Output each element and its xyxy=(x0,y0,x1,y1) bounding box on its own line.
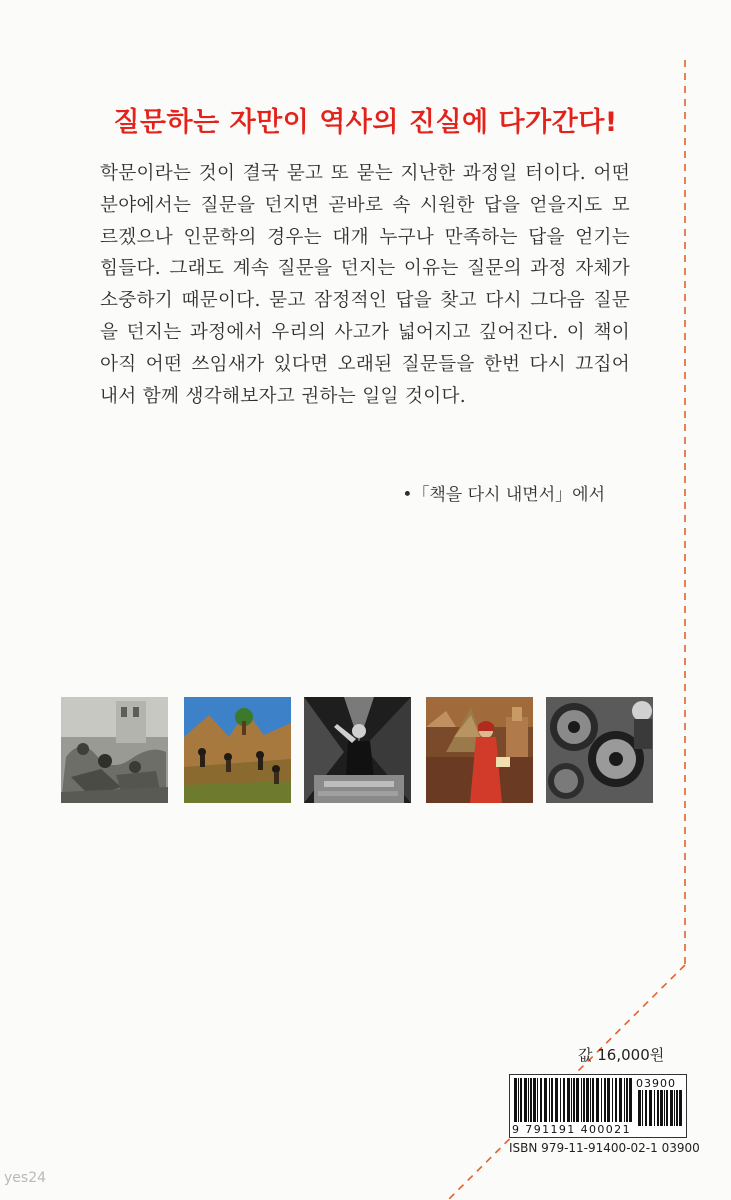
barcode-bar xyxy=(590,1078,591,1122)
barcode-bar xyxy=(674,1090,675,1126)
headline: 질문하는 자만이 역사의 진실에 다가간다! xyxy=(113,107,618,138)
barcode-bar xyxy=(670,1090,673,1126)
barcode-bar xyxy=(573,1078,575,1122)
barcode-bar xyxy=(645,1090,647,1126)
body-text xyxy=(100,158,630,412)
body-line: 을 던지는 과정에서 우리의 사고가 넓어지고 깊어진다. 이 책이 xyxy=(100,321,630,343)
body-line: 분야에서는 질문을 던지면 곧바로 속 시원한 답을 얻을지도 모 xyxy=(100,194,630,216)
barcode-bar xyxy=(654,1090,655,1126)
barcode-bar xyxy=(615,1078,617,1122)
barcode-main xyxy=(514,1078,632,1122)
barcode-bar xyxy=(619,1078,622,1122)
barcode-bar xyxy=(649,1090,652,1126)
barcode-bar xyxy=(520,1078,522,1122)
barcode-bar xyxy=(604,1078,606,1122)
attribution: •「책을 다시 내면서」에서 xyxy=(402,485,605,505)
barcode-bar xyxy=(560,1078,561,1122)
barcode-bar xyxy=(544,1078,547,1122)
barcode-bar xyxy=(601,1078,602,1122)
watermark: yes24 xyxy=(4,1170,47,1186)
barcode-addon xyxy=(638,1090,684,1126)
barcode-bar xyxy=(524,1078,527,1122)
barcode-bar xyxy=(567,1078,570,1122)
body-line: 내서 함께 생각해보자고 권하는 일일 것이다. xyxy=(100,385,466,407)
barcode-bar xyxy=(660,1090,663,1126)
barcode-bar xyxy=(679,1090,682,1126)
barcode-bar xyxy=(533,1078,536,1122)
barcode-bar xyxy=(666,1090,668,1126)
orator-photo-thumbnail xyxy=(304,697,411,803)
body-line: 힘들다. 그래도 계속 질문을 던지는 이유는 질문의 과정 자체가 xyxy=(100,258,630,280)
body-line: 학문이라는 것이 결국 묻고 또 묻는 지난한 과정일 터이다. 어떤 xyxy=(100,163,630,184)
barcode-bar xyxy=(514,1078,517,1122)
engraving-thumbnail xyxy=(61,697,168,803)
dante-painting-thumbnail xyxy=(426,697,533,803)
barcode-bar xyxy=(638,1090,641,1126)
price-label: 값 16,000원 xyxy=(578,1046,665,1064)
barcode-bar xyxy=(576,1078,579,1122)
barcode-bar xyxy=(528,1078,529,1122)
barcode-bar xyxy=(563,1078,565,1122)
harvest-painting-thumbnail xyxy=(184,697,291,803)
barcode-addon-code: 03900 xyxy=(636,1077,676,1090)
barcode-bar xyxy=(642,1090,643,1126)
barcode-bar xyxy=(676,1090,678,1126)
body-line: 르겠으나 인문학의 경우는 대개 누구나 만족하는 답을 얻기는 xyxy=(100,226,630,248)
barcode-bar xyxy=(549,1078,550,1122)
barcode-bar xyxy=(518,1078,519,1122)
barcode-bar xyxy=(583,1078,585,1122)
barcode-bar xyxy=(612,1078,613,1122)
barcode-bar xyxy=(530,1078,532,1122)
body-line: 소중하기 때문이다. 묻고 잠정적인 답을 찾고 다시 그다음 질문 xyxy=(100,290,630,312)
isbn-text: ISBN 979-11-91400-02-1 03900 xyxy=(509,1141,700,1155)
body-line: 아직 어떤 쓰임새가 있다면 오래된 질문들을 한번 다시 끄집어 xyxy=(100,353,630,375)
barcode-bar xyxy=(626,1078,628,1122)
barcode-bar xyxy=(551,1078,553,1122)
barcode-bar xyxy=(571,1078,572,1122)
barcode-bar xyxy=(586,1078,589,1122)
barcode-bar xyxy=(581,1078,582,1122)
barcode-bar xyxy=(555,1078,558,1122)
gears-photo-thumbnail xyxy=(546,697,653,803)
barcode-bar xyxy=(664,1090,665,1126)
barcode-bar xyxy=(537,1078,538,1122)
barcode-bar xyxy=(607,1078,610,1122)
barcode-bar xyxy=(540,1078,542,1122)
barcode-bar xyxy=(592,1078,594,1122)
isbn-barcode xyxy=(509,1074,687,1138)
barcode-bar xyxy=(657,1090,659,1126)
barcode-bar xyxy=(624,1078,625,1122)
barcode-bar xyxy=(629,1078,632,1122)
barcode-digits: 9 791191 400021 xyxy=(512,1123,631,1136)
barcode-bar xyxy=(596,1078,599,1122)
